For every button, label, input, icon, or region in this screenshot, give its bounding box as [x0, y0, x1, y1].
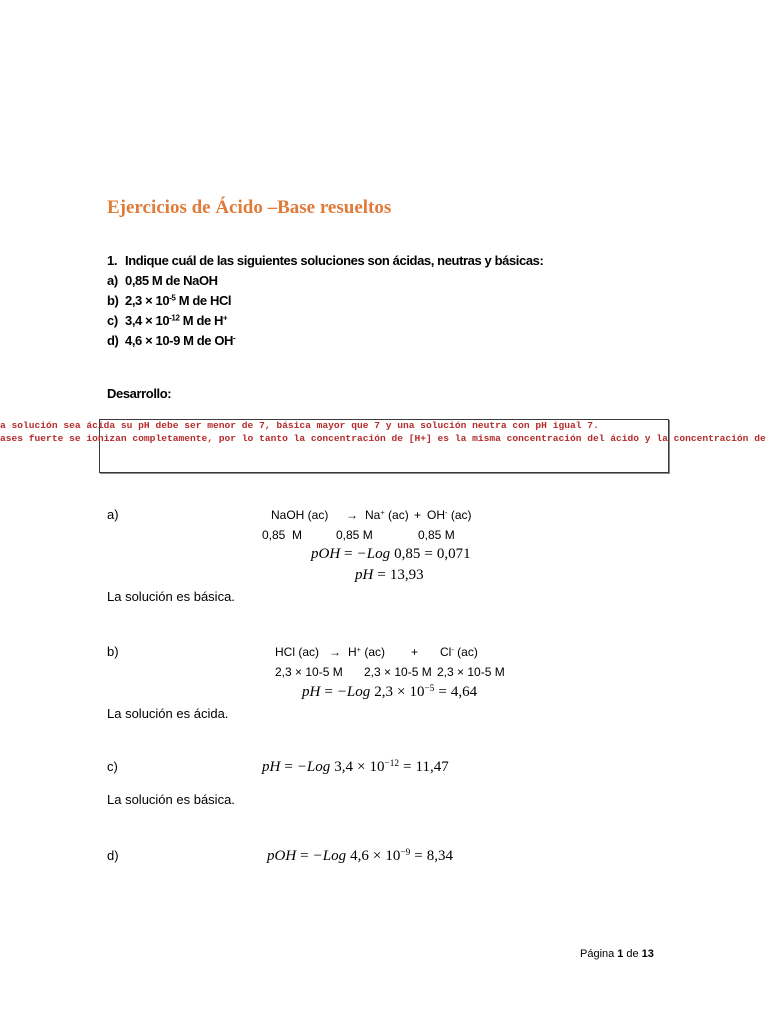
option-c — [107, 313, 227, 329]
concentration: 2,3 × 10-5 M — [437, 665, 505, 679]
page-title: Ejercicios de Ácido –Base resueltos — [107, 197, 392, 218]
page-number — [580, 947, 654, 961]
development-heading: Desarrollo: — [107, 386, 172, 401]
equals-sign: = — [284, 759, 293, 775]
arrow-icon: → — [346, 508, 358, 522]
option-text: 2,3 × 10 — [125, 293, 170, 308]
charge: + — [223, 313, 228, 323]
option-b — [107, 293, 231, 309]
equation-lhs: pH — [355, 567, 374, 583]
log-function: −Log — [336, 684, 371, 700]
equation-result: 4,64 — [450, 684, 478, 700]
equals-sign: = — [438, 684, 447, 700]
concentration: 0,85 M — [336, 528, 373, 542]
plus-sign: + — [414, 508, 422, 522]
exponent: -5 — [169, 293, 176, 303]
equation-base: 10 — [385, 848, 401, 864]
solution-b-label: b) — [107, 644, 119, 659]
equation-ph — [355, 566, 424, 584]
equals-sign: = — [414, 848, 423, 864]
note-line: ases fuerte se ionizan completamente, por lo tanto la concentración de [H+] es la misma concentración del ácido y la concentración de — [0, 433, 766, 444]
equation-result: 13,93 — [389, 567, 424, 583]
times-sign: × — [397, 684, 406, 700]
option-d — [107, 333, 235, 349]
question-text: Indique cuál de las siguientes soluciones son ácidas, neutras y básicas: — [125, 253, 544, 268]
state: (ac) — [361, 645, 386, 659]
conclusion: La solución es ácida. — [107, 706, 229, 721]
concentration: 2,3 × 10-5 M — [364, 665, 432, 679]
times-sign: × — [357, 759, 366, 775]
option-label: b) — [107, 293, 119, 308]
product-formula: Cl — [440, 645, 452, 659]
option-label: c) — [107, 313, 118, 328]
exponent: −5 — [424, 683, 435, 694]
exponent: −12 — [384, 758, 400, 769]
state: (ac) — [453, 645, 478, 659]
solution-a-label: a) — [107, 507, 119, 522]
conclusion: La solución es básica. — [107, 589, 235, 604]
page-of: de — [626, 948, 639, 960]
equation-result: 0,071 — [436, 546, 471, 562]
option-text: 3,4 × 10 — [125, 313, 170, 328]
question-number: 1. — [107, 253, 118, 268]
equation-lhs: pH — [302, 684, 321, 700]
option-a — [107, 273, 218, 289]
equation-lhs: pOH — [311, 546, 341, 562]
equation-ph — [262, 758, 449, 776]
equation-poh — [311, 545, 471, 563]
equals-sign: = — [324, 684, 333, 700]
reactant: NaOH (ac) — [271, 508, 329, 522]
equation-result: 11,47 — [415, 759, 449, 775]
charge: + — [356, 644, 362, 654]
concentration: 0,85 M — [262, 528, 303, 542]
product-formula: H — [348, 645, 357, 659]
option-text: 4,6 × 10-9 M de OH — [125, 333, 234, 348]
reaction-product-1 — [346, 507, 409, 523]
equals-sign: = — [344, 546, 353, 562]
charge: - — [445, 507, 448, 517]
state: (ac) — [384, 508, 409, 522]
option-label: d) — [107, 333, 119, 348]
product-formula: Na — [365, 508, 381, 522]
times-sign: × — [372, 848, 382, 864]
option-label: a) — [107, 273, 118, 288]
product-formula: OH — [427, 508, 445, 522]
page-prefix: Página — [580, 948, 615, 960]
log-function: −Log — [356, 546, 391, 562]
exponent: -12 — [169, 313, 180, 323]
reactant: HCl (ac) — [275, 645, 319, 659]
option-text-tail: M de H — [179, 313, 224, 328]
equation-ph — [302, 683, 477, 701]
equals-sign: = — [424, 546, 433, 562]
reaction-product-1 — [329, 644, 385, 660]
conclusion: La solución es básica. — [107, 792, 235, 807]
current-page: 1 — [617, 948, 624, 960]
equals-sign: = — [377, 567, 386, 583]
exponent: −9 — [400, 847, 411, 858]
charge: - — [233, 333, 236, 343]
reaction-product-2 — [440, 644, 478, 660]
equals-sign: = — [300, 848, 309, 864]
note-text-area — [0, 420, 768, 448]
concentration: 2,3 × 10-5 M — [275, 665, 343, 679]
state: (ac) — [447, 508, 472, 522]
equation-argument: 4,6 — [350, 848, 369, 864]
equation-argument: 2,3 — [374, 684, 394, 700]
equation-lhs: pOH — [267, 848, 297, 864]
equals-sign: = — [403, 759, 412, 775]
equation-argument: 3,4 — [334, 759, 354, 775]
charge: - — [451, 644, 454, 654]
option-text-tail: M de HCl — [175, 293, 232, 308]
plus-sign: + — [411, 645, 419, 659]
log-function: −Log — [312, 848, 347, 864]
total-pages: 13 — [641, 948, 654, 960]
equation-lhs: pH — [262, 759, 281, 775]
equation-base: 10 — [369, 759, 385, 775]
equation-base: 10 — [409, 684, 425, 700]
arrow-icon: → — [329, 645, 341, 659]
solution-d-label: d) — [107, 848, 119, 863]
equation-poh — [267, 847, 453, 865]
note-line: a solución sea ácida su pH debe ser menor de 7, básica mayor que 7 y una solución neutra con pH igual 7. — [0, 420, 599, 431]
equation-argument: 0,85 — [394, 546, 421, 562]
reaction-product-2 — [427, 507, 471, 523]
question-1 — [107, 253, 543, 269]
charge: + — [380, 507, 385, 517]
option-text: 0,85 M de NaOH — [125, 273, 218, 288]
solution-c-label: c) — [107, 759, 118, 774]
concentration: 0,85 M — [418, 528, 455, 542]
equation-result: 8,34 — [426, 848, 453, 864]
log-function: −Log — [296, 759, 331, 775]
